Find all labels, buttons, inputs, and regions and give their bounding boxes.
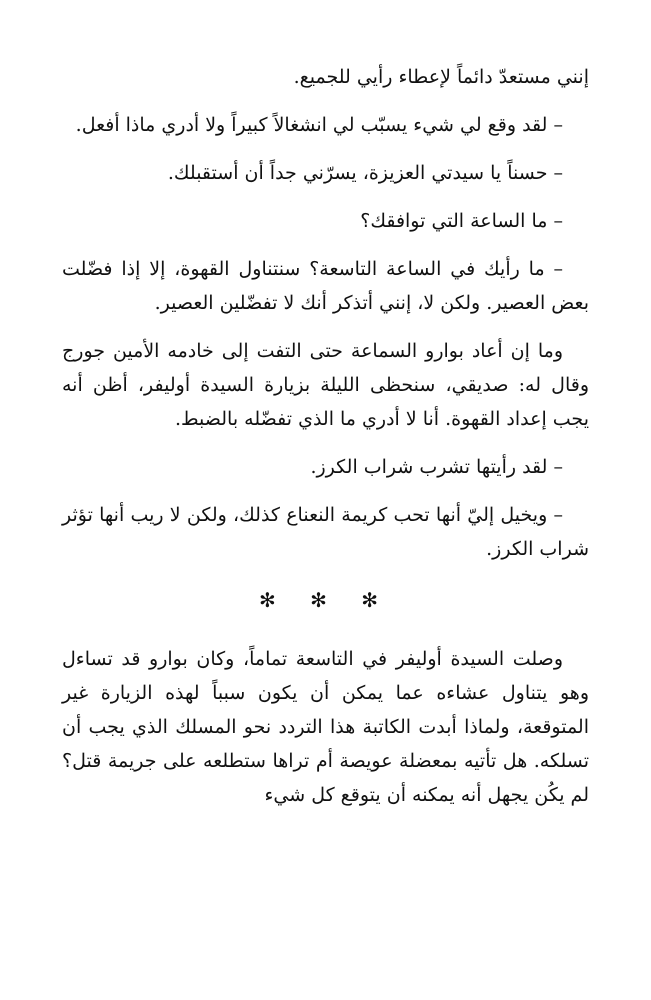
paragraph-1: إنني مستعدّ دائماً لإعطاء رأيي للجميع. bbox=[293, 66, 589, 88]
dialogue-line-1: – لقد وقع لي شيء يسبّب لي انشغالاً كبيراً ولا أدري ماذا أفعل. bbox=[75, 114, 563, 136]
book-page bbox=[62, 60, 589, 826]
dialogue-line-5: – لقد رأيتها تشرب شراب الكرز. bbox=[310, 456, 563, 478]
dialogue-line-2: – حسناً يا سيدتي العزيزة، يسرّني جداً أن أستقبلك. bbox=[167, 162, 563, 184]
narration-paragraph: وما إن أعاد بوارو السماعة حتى التفت إلى خادمه الأمين جورج وقال له: صديقي، سنحظى الليلة بزيارة السيدة أوليفر، أظن أنه يجب إعداد القهوة. أنا لا أدري ما الذي تفضّله بالضبط. bbox=[62, 340, 589, 430]
dialogue-line-6: – ويخيل إليّ أنها تحب كريمة النعناع كذلك، ولكن لا ريب أنها تؤثر شراب الكرز. bbox=[62, 504, 589, 560]
closing-paragraph: وصلت السيدة أوليفر في التاسعة تماماً، وكان بوارو قد تساءل وهو يتناول عشاءه عما يمكن أن يكون سبباً لهذه الزيارة غير المتوقعة، ولماذا أبدت الكاتبة هذا التردد نحو المسلك الذي يجب أن تسلكه. هل تأتيه بمعضلة عويصة أم تراها ستطلعه على جريمة قتل؟ لم يكُن يجهل أنه يمكنه أن يتوقع كل شيء bbox=[62, 648, 589, 806]
section-separator: ✻ ✻ ✻ bbox=[259, 588, 392, 612]
dialogue-line-4: – ما رأيك في الساعة التاسعة؟ سنتناول القهوة، إلا إذا فضّلت بعض العصير. ولكن لا، إنني أتذكر أنك لا تفضّلين العصير. bbox=[62, 258, 589, 314]
dialogue-line-3: – ما الساعة التي توافقك؟ bbox=[360, 210, 563, 232]
